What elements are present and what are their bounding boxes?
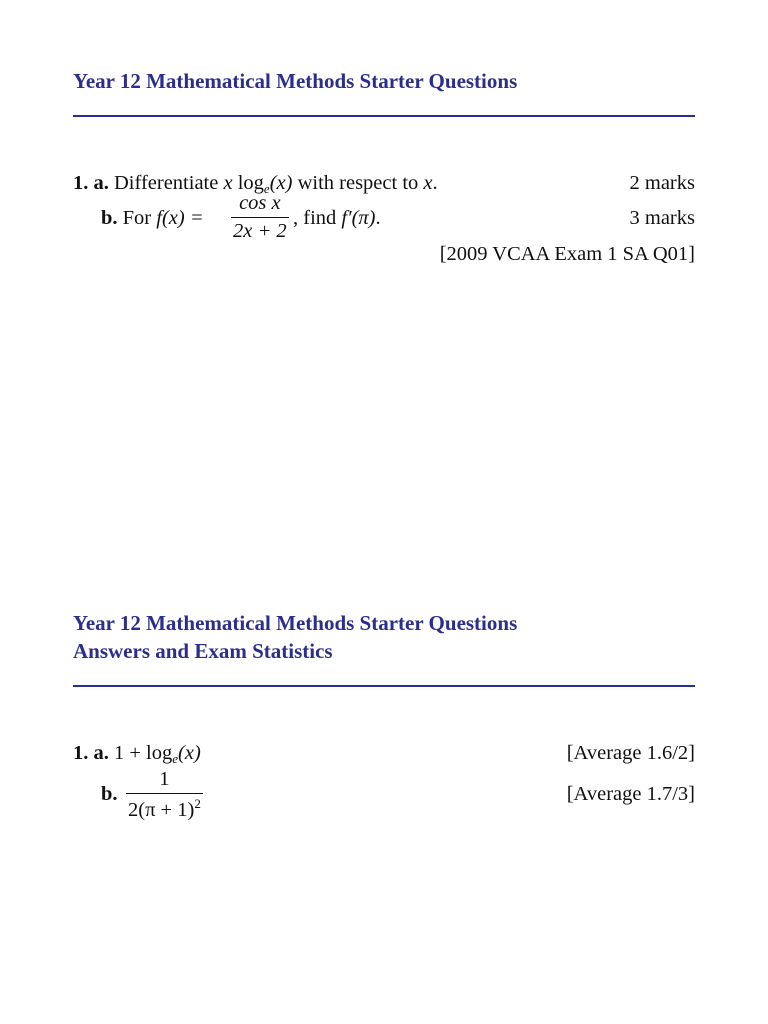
math: x: [423, 172, 433, 194]
answers-title-line1: Year 12 Mathematical Methods Starter Questions: [73, 611, 518, 635]
question-1b-left: [101, 208, 204, 229]
title-rule: [73, 115, 695, 117]
math: f(x) =: [156, 207, 204, 229]
marks-1b: 3 marks: [629, 207, 695, 229]
math: 1 + log: [114, 742, 173, 764]
math: f′(π): [341, 207, 376, 229]
denominator: [126, 793, 203, 821]
answers-title-line2: Answers and Exam Statistics: [73, 639, 333, 663]
math: e: [263, 181, 270, 196]
part-label: a.: [93, 742, 109, 764]
part-label: a.: [93, 172, 109, 194]
question-number: 1.: [73, 742, 89, 764]
marks-1a: 2 marks: [629, 172, 695, 194]
source-reference: [2009 VCAA Exam 1 SA Q01]: [439, 243, 695, 265]
page-title: Year 12 Mathematical Methods Starter Questions: [73, 69, 518, 93]
average-1a: [Average 1.6/2]: [566, 742, 695, 764]
math: e: [172, 751, 179, 766]
fraction: [231, 193, 289, 241]
answer-1a: [73, 743, 201, 765]
numerator: cos x: [239, 192, 281, 214]
question-1b-right: [293, 208, 381, 229]
numerator: 1: [159, 768, 170, 790]
question-text: For: [122, 207, 157, 229]
average-1b: [Average 1.7/3]: [566, 783, 695, 805]
math: 2(π + 1): [128, 798, 195, 821]
question-number: 1.: [73, 172, 89, 194]
part-label: b.: [101, 783, 118, 805]
question-text: Differentiate: [114, 172, 224, 194]
answer-1b-fraction: [126, 769, 203, 820]
math: (x): [269, 172, 293, 194]
answers-title-rule: [73, 685, 695, 687]
part-label: b.: [101, 207, 118, 229]
question-text: .: [375, 207, 381, 229]
question-text: , find: [293, 207, 342, 229]
math: log: [232, 172, 264, 194]
math: (x): [178, 742, 201, 764]
exponent: 2: [194, 795, 201, 811]
question-text: .: [432, 172, 438, 194]
denominator: 2x + 2: [231, 217, 289, 242]
math: x: [223, 172, 233, 194]
question-text: with respect to: [292, 172, 424, 194]
